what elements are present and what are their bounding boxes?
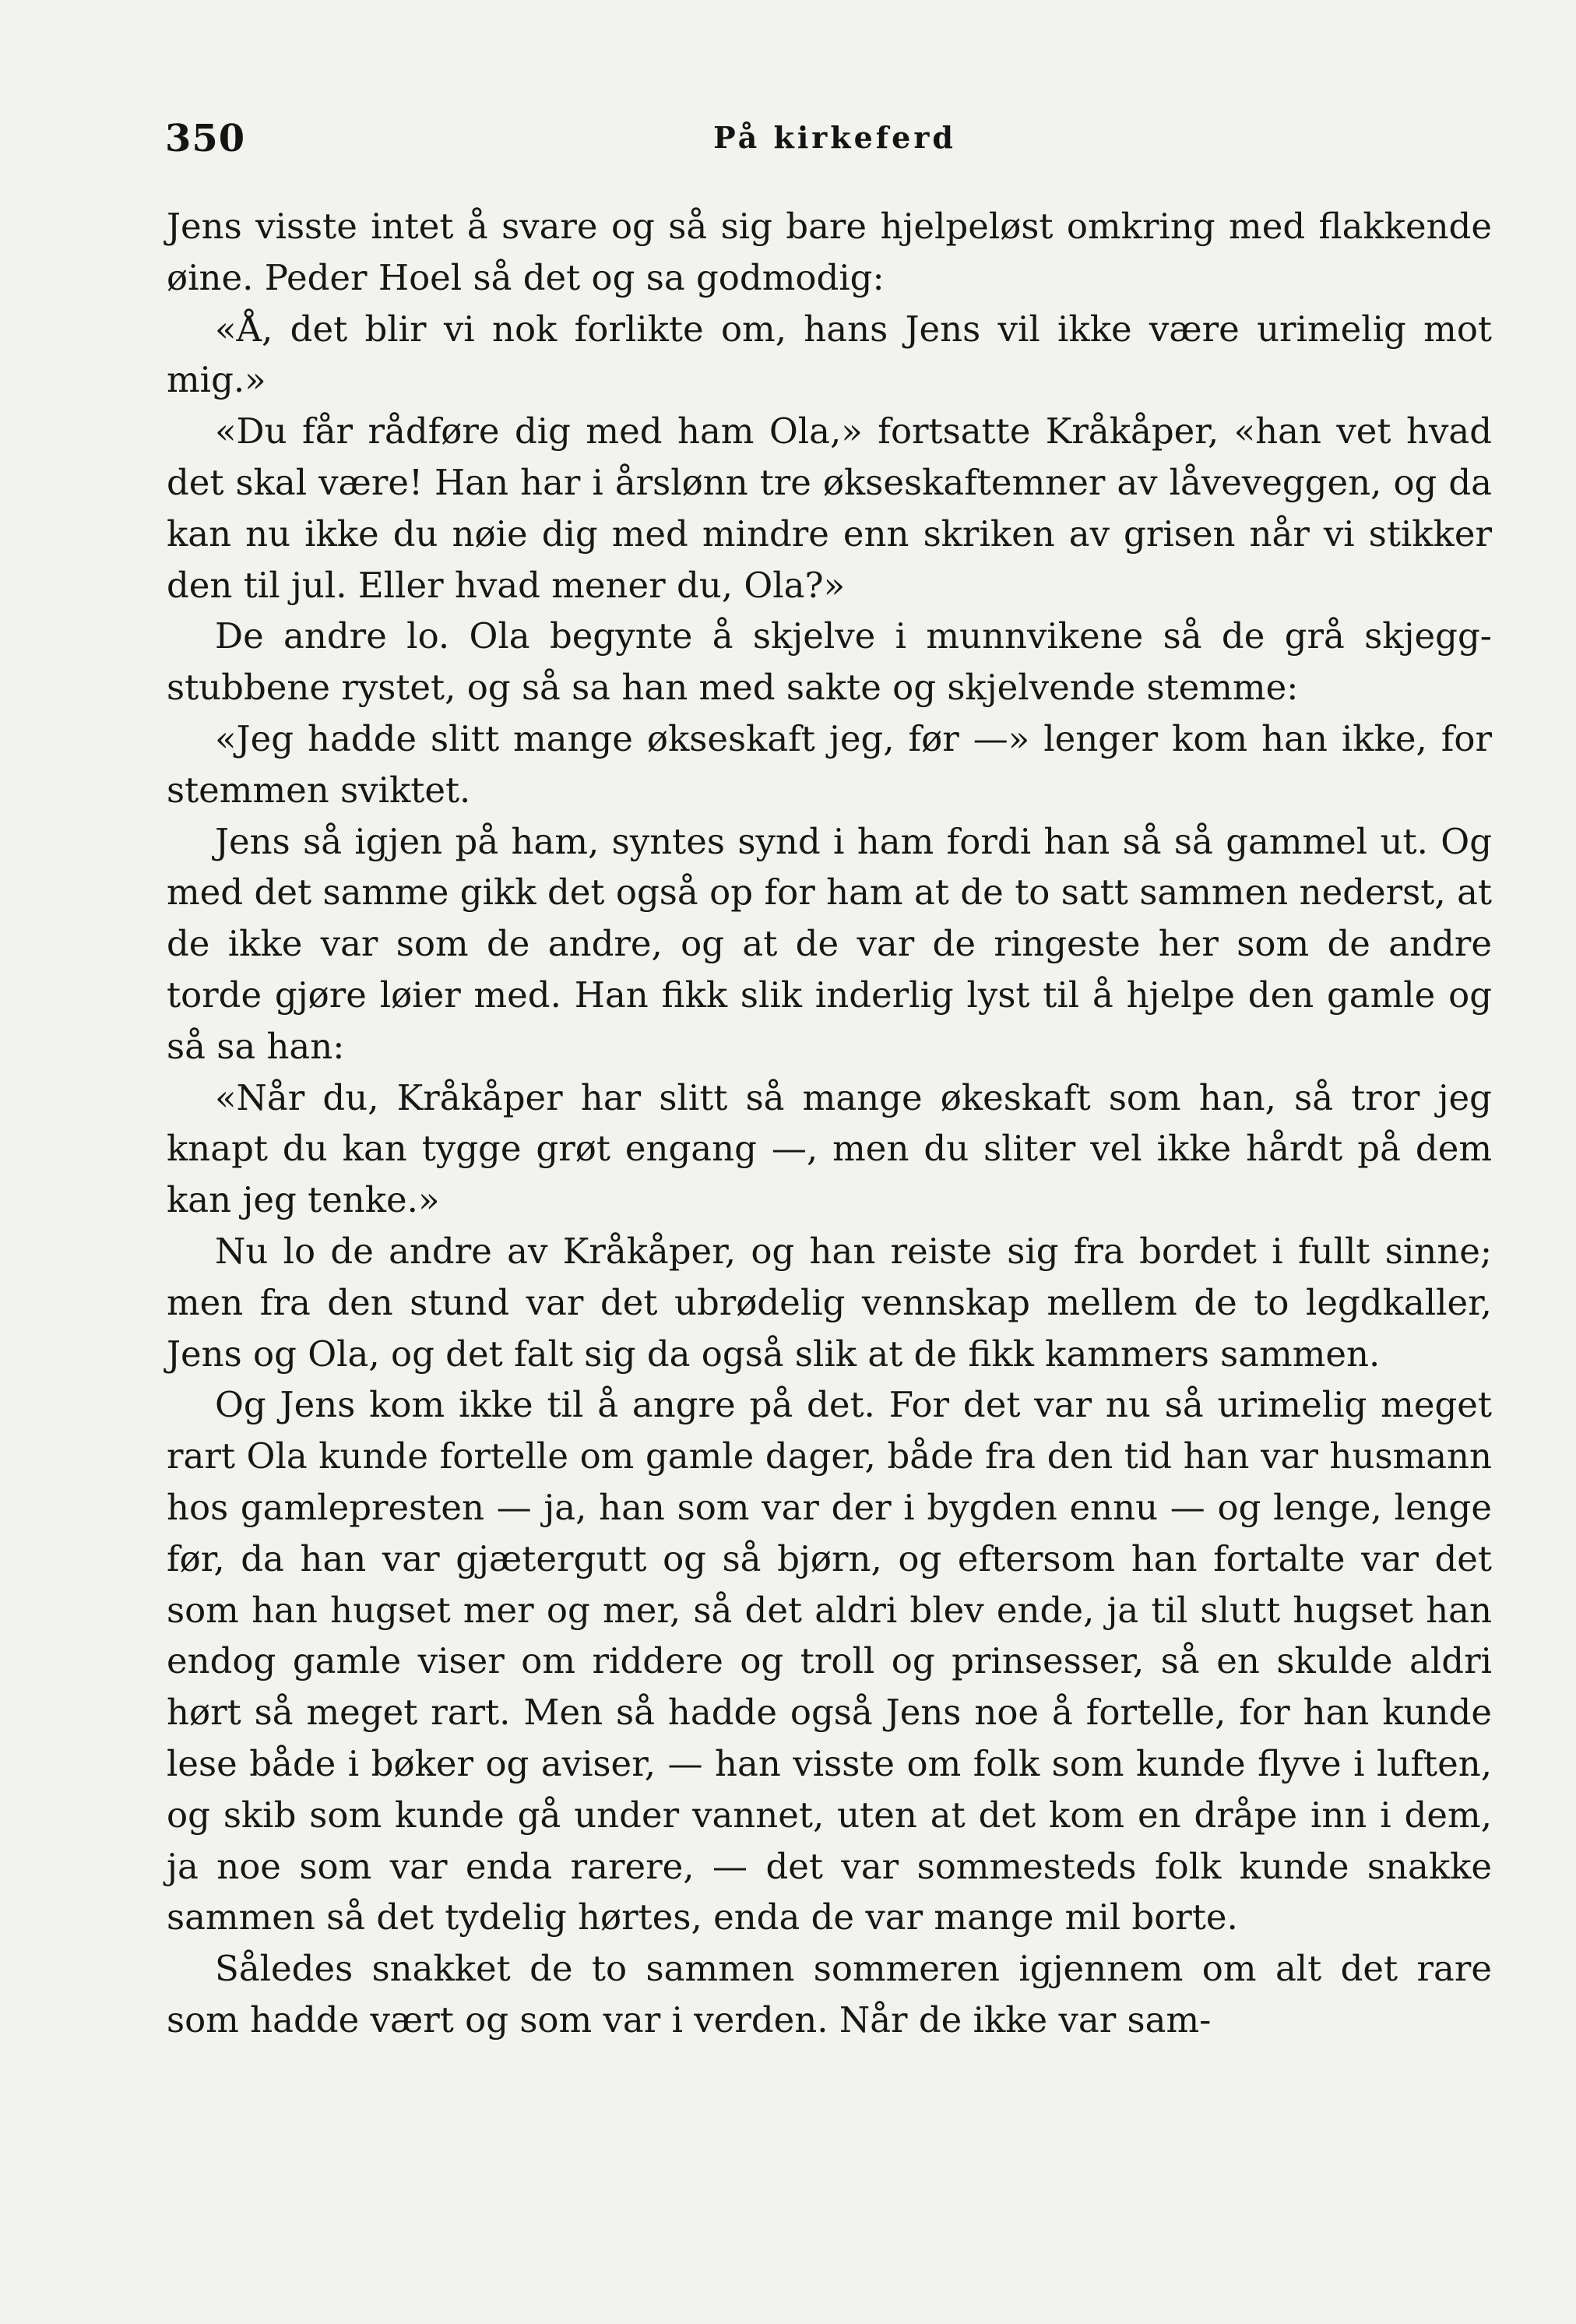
page-header [165, 117, 1489, 164]
paragraph: «Du får rådføre dig med ham Ola,» fortsatte Kråkåper, «han vet hvad det skal være! Han har i årslønn tre økseskaftemner av låveveggen, og da kan nu ikke du nøie dig med mindre enn skriken av grisen når vi stikker den til jul. Eller hvad mener du, Ola?» [167, 410, 1492, 606]
paragraph: De andre lo. Ola begynte å skjelve i munnvikene så de grå skjeggstubbene rystet, og så sa han med sakte og skjelvende stemme: [167, 615, 1492, 709]
paragraph: Og Jens kom ikke til å angre på det. For det var nu så urimelig meget rart Ola kunde fortelle om gamle dager, både fra den tid han var husmann hos gamlepresten — ja, han som var der i bygden ennu — og lenge, lenge før, da han var gjætergutt og så bjørn, og eftersom han fortalte var det som han hugset mer og mer, så det aldri blev ende, ja til slutt hugset han endog gamle viser om riddere og troll og prinsesser, så en skulde aldri hørt så meget rart. Men så hadde også Jens noe å fortelle, for han kunde lese både i bøker og aviser, — han visste om folk som kunde flyve i luften, og skib som kunde gå under vannet, uten at det kom en dråpe inn i dem, ja noe som var enda rarere, — det var sommesteds folk kunde snakke sammen så det tydelig hørtes, enda de var mange mil borte. [167, 1384, 1492, 1938]
paragraph: «Når du, Kråkåper har slitt så mange økeskaft som han, så tror jeg knapt du kan tygge grøt engang —, men du sliter vel ikke hårdt på dem kan jeg tenke.» [167, 1076, 1492, 1221]
paragraph: Jens visste intet å svare og så sig bare hjelpeløst omkring med flakkende øine. Peder Hoel så det og sa godmodig: [167, 206, 1492, 298]
page-number: 350 [165, 117, 246, 160]
running-head: På kirkeferd [713, 120, 956, 155]
paragraph: Således snakket de to sammen sommeren igjennem om alt det rare som hadde vært og som var i verden. Når de ikke var sam- [167, 1948, 1492, 2041]
paragraph: «Jeg hadde slitt mange økseskaft jeg, før —» lenger kom han ikke, for stemmen sviktet. [167, 717, 1492, 811]
paragraph: «Å, det blir vi nok forlikte om, hans Jens vil ikke være urimelig mot mig.» [167, 308, 1492, 401]
paragraph: Jens så igjen på ham, syntes synd i ham fordi han så så gammel ut. Og med det samme gikk det også op for ham at de to satt sammen nederst, at de ikke var som de andre, og at de var de ringeste her som de andre torde gjøre løier med. Han fikk slik inderlig lyst til å hjelpe den gamle og så sa han: [167, 820, 1492, 1067]
paragraph: Nu lo de andre av Kråkåper, og han reiste sig fra bordet i fullt sinne; men fra den stund var det ubrødelig vennskap mellem de to legdkaller, Jens og Ola, og det falt sig da også slik at de fikk kammers sammen. [167, 1230, 1492, 1375]
body-text [167, 201, 1492, 2046]
